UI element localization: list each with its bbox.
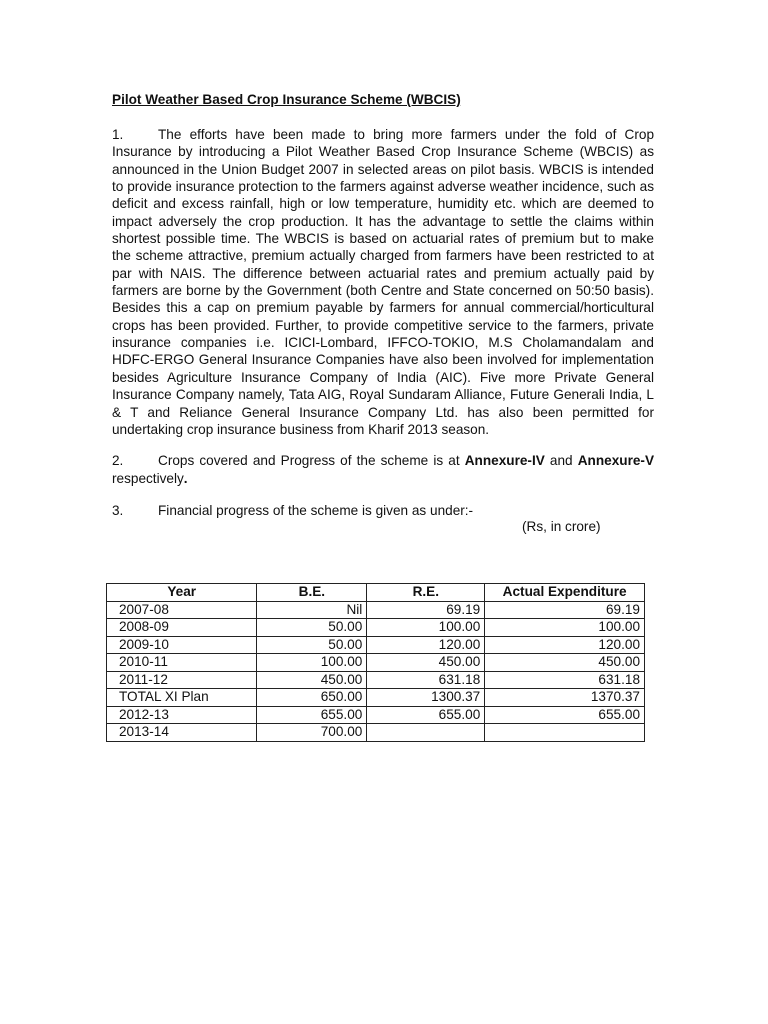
cell-actual: 120.00 [485,636,645,654]
cell-actual: 100.00 [485,619,645,637]
cell-re: 100.00 [367,619,485,637]
cell-re: 1300.37 [367,689,485,707]
cell-actual: 631.18 [485,671,645,689]
paragraph-1 [112,126,654,438]
cell-year: 2009-10 [107,636,257,654]
table-row [107,689,645,707]
cell-actual: 1370.37 [485,689,645,707]
cell-year: 2012-13 [107,706,257,724]
paragraph-1-number: 1. [112,127,124,142]
cell-actual: 655.00 [485,706,645,724]
paragraph-2-text-c: respectively [112,470,184,486]
paragraph-3-number: 3. [112,502,124,518]
paragraph-2-period: . [183,470,188,486]
table-row [107,654,645,672]
cell-re: 450.00 [367,654,485,672]
cell-be: 700.00 [257,724,367,742]
header-year: Year [107,584,257,602]
cell-be: 50.00 [257,619,367,637]
cell-be: 50.00 [257,636,367,654]
cell-year: TOTAL XI Plan [107,689,257,707]
unit-note: (Rs, in crore) [522,519,601,535]
cell-be: Nil [257,601,367,619]
document-title: Pilot Weather Based Crop Insurance Scheme (WBCIS) [112,92,461,107]
paragraph-2-number: 2. [112,453,124,469]
cell-be: 100.00 [257,654,367,672]
cell-year: 2011-12 [107,671,257,689]
paragraph-2-text-b: and [544,453,578,469]
document-body [112,91,654,535]
cell-actual: 450.00 [485,654,645,672]
cell-year: 2008-09 [107,619,257,637]
cell-re [367,724,485,742]
cell-be: 655.00 [257,706,367,724]
table-row [107,706,645,724]
paragraph-2-text-a: Crops covered and Progress of the scheme is at [158,453,465,469]
cell-actual [485,724,645,742]
cell-be: 450.00 [257,671,367,689]
paragraph-3-text: Financial progress of the scheme is given as under:- [158,502,474,518]
header-re: R.E. [367,584,485,602]
table-row [107,619,645,637]
table-body [107,601,645,741]
annexure-v-ref: Annexure-V [577,453,655,469]
table-row [107,724,645,742]
table-row [107,671,645,689]
paragraph-3 [112,502,654,519]
cell-be: 650.00 [257,689,367,707]
header-be: B.E. [257,584,367,602]
table-row [107,636,645,654]
cell-year: 2010-11 [107,654,257,672]
cell-actual: 69.19 [485,601,645,619]
annexure-iv-ref: Annexure-IV [464,453,545,469]
cell-year: 2007-08 [107,601,257,619]
cell-re: 655.00 [367,706,485,724]
cell-re: 120.00 [367,636,485,654]
header-actual-expenditure: Actual Expenditure [485,584,645,602]
table-row [107,601,645,619]
paragraph-2 [112,452,654,487]
cell-year: 2013-14 [107,724,257,742]
cell-re: 631.18 [367,671,485,689]
cell-re: 69.19 [367,601,485,619]
paragraph-1-text: The efforts have been made to bring more farmers under the fold of Crop Insurance by introducing a Pilot Weather Based Crop Insurance Scheme (WBCIS) as announced in the Union Budget 2007 in selected areas on pilot basis. WBCIS is intended to provide insurance protection to the farmers against adverse weather incidence, such as deficit and excess rainfall, high or low temperature, humidity etc. which are deemed to impact adversely the crop production. It has the advantage to settle the claims within shortest possible time. The WBCIS is based on actuarial rates of premium but to make the scheme attractive, premium actually charged from farmers have been restricted to at par with NAIS. The difference between actuarial rates and premium actually paid by farmers are borne by the Government (both Centre and State concerned on 50:50 basis). Besides this a cap on premium payable by farmers for annual commercial/horticultural crops has been provided. Further, to provide competitive service to the farmers, private insurance companies i.e. ICICI-Lombard, IFFCO-TOKIO, M.S Cholamandalam and HDFC-ERGO General Insurance Companies have also been involved for implementation besides Agriculture Insurance Company of India (AIC). Five more Private General Insurance Company namely, Tata AIG, Royal Sundaram Alliance, Future Generali India, L & T and Reliance General Insurance Company Ltd. has also been permitted for undertaking crop insurance business from Kharif 2013 season. [112,127,654,437]
financial-progress-table [106,583,645,742]
table-header-row [107,584,645,602]
